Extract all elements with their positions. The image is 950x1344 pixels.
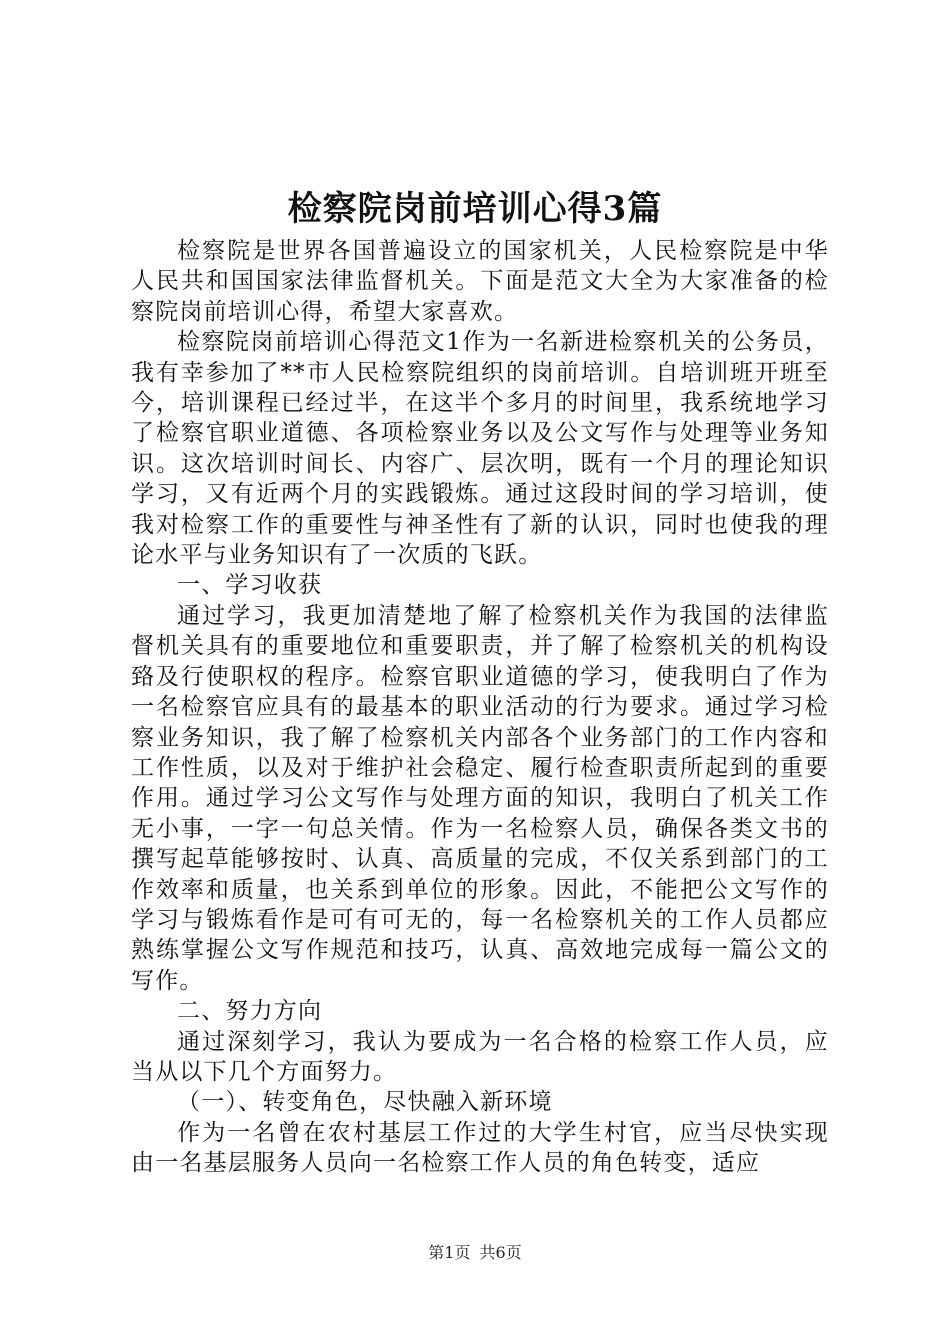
intro-paragraph: 检察院是世界各国普遍设立的国家机关，人民检察院是中华人民共和国国家法律监督机关。下面是范文大全为大家准备的检察院岗前培训心得，希望大家喜欢。: [131, 238, 829, 325]
document-body: [131, 236, 829, 1179]
page-total: 共6页: [479, 1243, 522, 1262]
page-number: 第1页: [428, 1243, 471, 1262]
section-heading-learning-gains: 一、学习收获: [177, 572, 323, 599]
document-title: 检察院岗前培训心得3篇: [287, 189, 663, 229]
essay-one-paragraph: 检察院岗前培训心得范文1作为一名新进检察机关的公务员，我有幸参加了**市人民检察院组织的岗前培训。自培训班开班至今，培训课程已经过半，在这半个多月的时间里，我系统地学习了检察官职业道德、各项检察业务以及公文写作与处理等业务知识。这次培训时间长、内容广、层次明，既有一个月的理论知识学习，又有近两个月的实践锻炼。通过这段时间的学习培训，使我对检察工作的重要性与神圣性有了新的认识，同时也使我的理论水平与业务知识有了一次质的飞跃。: [131, 329, 829, 569]
role-change-paragraph: 作为一名曾在农村基层工作过的大学生村官，应当尽快实现由一名基层服务人员向一名检察工作人员的角色转变，适应: [131, 1119, 829, 1177]
effort-direction-paragraph: 通过深刻学习，我认为要成为一名合格的检察工作人员，应当从以下几个方面努力。: [131, 1028, 829, 1085]
page-footer: [0, 1241, 950, 1265]
subsection-heading-role-change: （一）、转变角色，尽快融入新环境: [177, 1089, 553, 1116]
section-heading-effort-direction: 二、努力方向: [177, 998, 323, 1025]
learning-gains-paragraph: 通过学习，我更加清楚地了解了检察机关作为我国的法律监督机关具有的重要地位和重要职责，并了解了检察机关的机构设臵及行使职权的程序。检察官职业道德的学习，使我明白了作为一名检察官应具有的最基本的职业活动的行为要求。通过学习检察业务知识，我了解了检察机关内部各个业务部门的工作内容和工作性质，以及对于维护社会稳定、履行检查职责所起到的重要作用。通过学习公文写作与处理方面的知识，我明白了机关工作无小事，一字一句总关情。作为一名检察人员，确保各类文书的撰写起草能够按时、认真、高质量的完成，不仅关系到部门的工作效率和质量，也关系到单位的形象。因此，不能把公文写作的学习与锻炼看作是可有可无的，每一名检察机关的工作人员都应熟练掌握公文写作规范和技巧，认真、高效地完成每一篇公文的写作。: [131, 602, 829, 994]
